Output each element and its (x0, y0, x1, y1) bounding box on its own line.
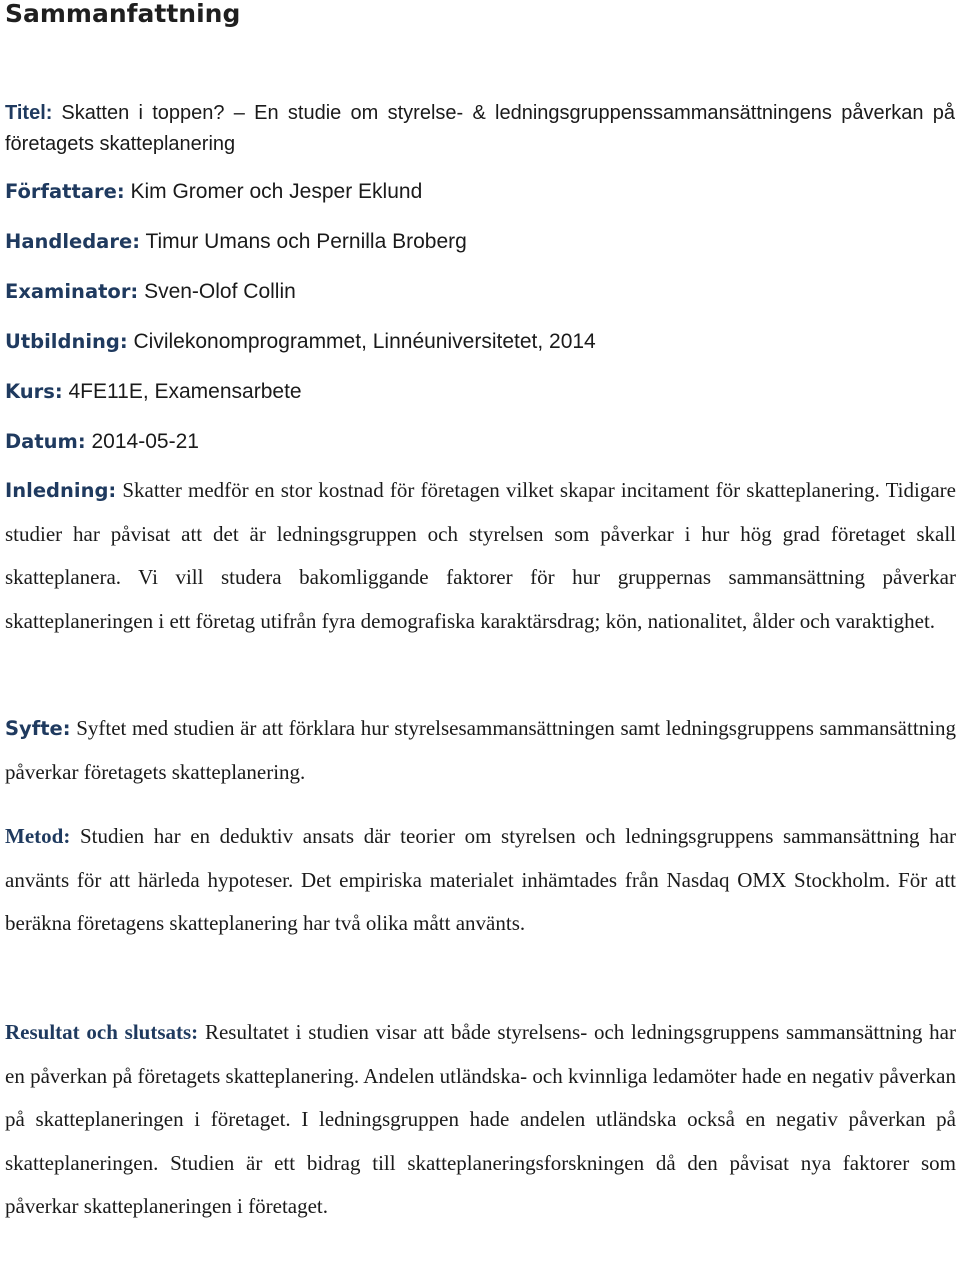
inledning-label: Inledning: (5, 479, 117, 502)
titel-value: Skatten i toppen? – En studie om styrelse- & ledningsgruppenssammansättningens påverkan på företagets skatteplanering (5, 102, 956, 155)
handledare-value: Timur Umans och Pernilla Broberg (140, 230, 467, 253)
metod-paragraph (5, 815, 956, 946)
utbildning-field (5, 327, 596, 356)
datum-field (5, 427, 199, 456)
forfattare-label: Författare: (5, 180, 125, 203)
titel-label: Titel: (5, 102, 53, 124)
titel-field (5, 97, 955, 159)
forfattare-value: Kim Gromer och Jesper Eklund (124, 180, 423, 203)
syfte-label: Syfte: (5, 717, 71, 740)
resultat-text: Resultatet i studien visar att både styrelsens- och ledningsgruppens sammansättning har en påverkan på företagets skatteplanering. Andelen utländska- och kvinnliga ledamöter hade en negativ påverkan på skatteplaneringen i företaget. I ledningsgruppen hade andelen utländska också en negativ påverkan på skatteplaneringen. Studien är ett bidrag till skatteplaneringsforskningen då den påvisat nya faktorer som påverkar skatteplaneringen i företaget. (5, 1020, 956, 1218)
handledare-label: Handledare: (5, 230, 140, 253)
resultat-label: Resultat och slutsats: (5, 1020, 199, 1044)
resultat-paragraph (5, 1011, 956, 1229)
inledning-text: Skatter medför en stor kostnad för företagen vilket skapar incitament för skatteplanering. Tidigare studier har påvisat att det är ledningsgruppen och styrelsen som påverkar i hur hög grad företaget skall skatteplanera. Vi vill studera bakomliggande faktorer för hur gruppernas sammansättning påverkar skatteplaneringen i ett företag utifrån fyra demografiska karaktärsdrag; kön, nationalitet, ålder och varaktighet. (5, 478, 956, 633)
syfte-text: Syftet med studien är att förklara hur styrelsesammansättningen samt ledningsgruppens sammansättning påverkar företagets skatteplanering. (5, 716, 956, 784)
forfattare-field (5, 177, 422, 206)
examinator-value: Sven-Olof Collin (138, 280, 296, 303)
metod-label: Metod: (5, 824, 71, 848)
handledare-field (5, 227, 467, 256)
datum-label: Datum: (5, 430, 86, 453)
utbildning-value: Civilekonomprogrammet, Linnéuniversitetet, 2014 (127, 330, 596, 353)
examinator-field (5, 277, 296, 306)
datum-value: 2014-05-21 (85, 430, 199, 453)
kurs-value: 4FE11E, Examensarbete (62, 380, 302, 403)
utbildning-label: Utbildning: (5, 330, 128, 353)
inledning-paragraph (5, 469, 956, 643)
examinator-label: Examinator: (5, 280, 139, 303)
kurs-label: Kurs: (5, 380, 63, 403)
metod-text: Studien har en deduktiv ansats där teorier om styrelsen och ledningsgruppens sammansättning har använts för att härleda hypoteser. Det empiriska materialet inhämtades från Nasdaq OMX Stockholm. För att beräkna företagens skatteplanering har två olika mått använts. (5, 824, 956, 935)
kurs-field (5, 377, 302, 406)
page-title: Sammanfattning (5, 0, 241, 28)
syfte-paragraph (5, 707, 956, 794)
